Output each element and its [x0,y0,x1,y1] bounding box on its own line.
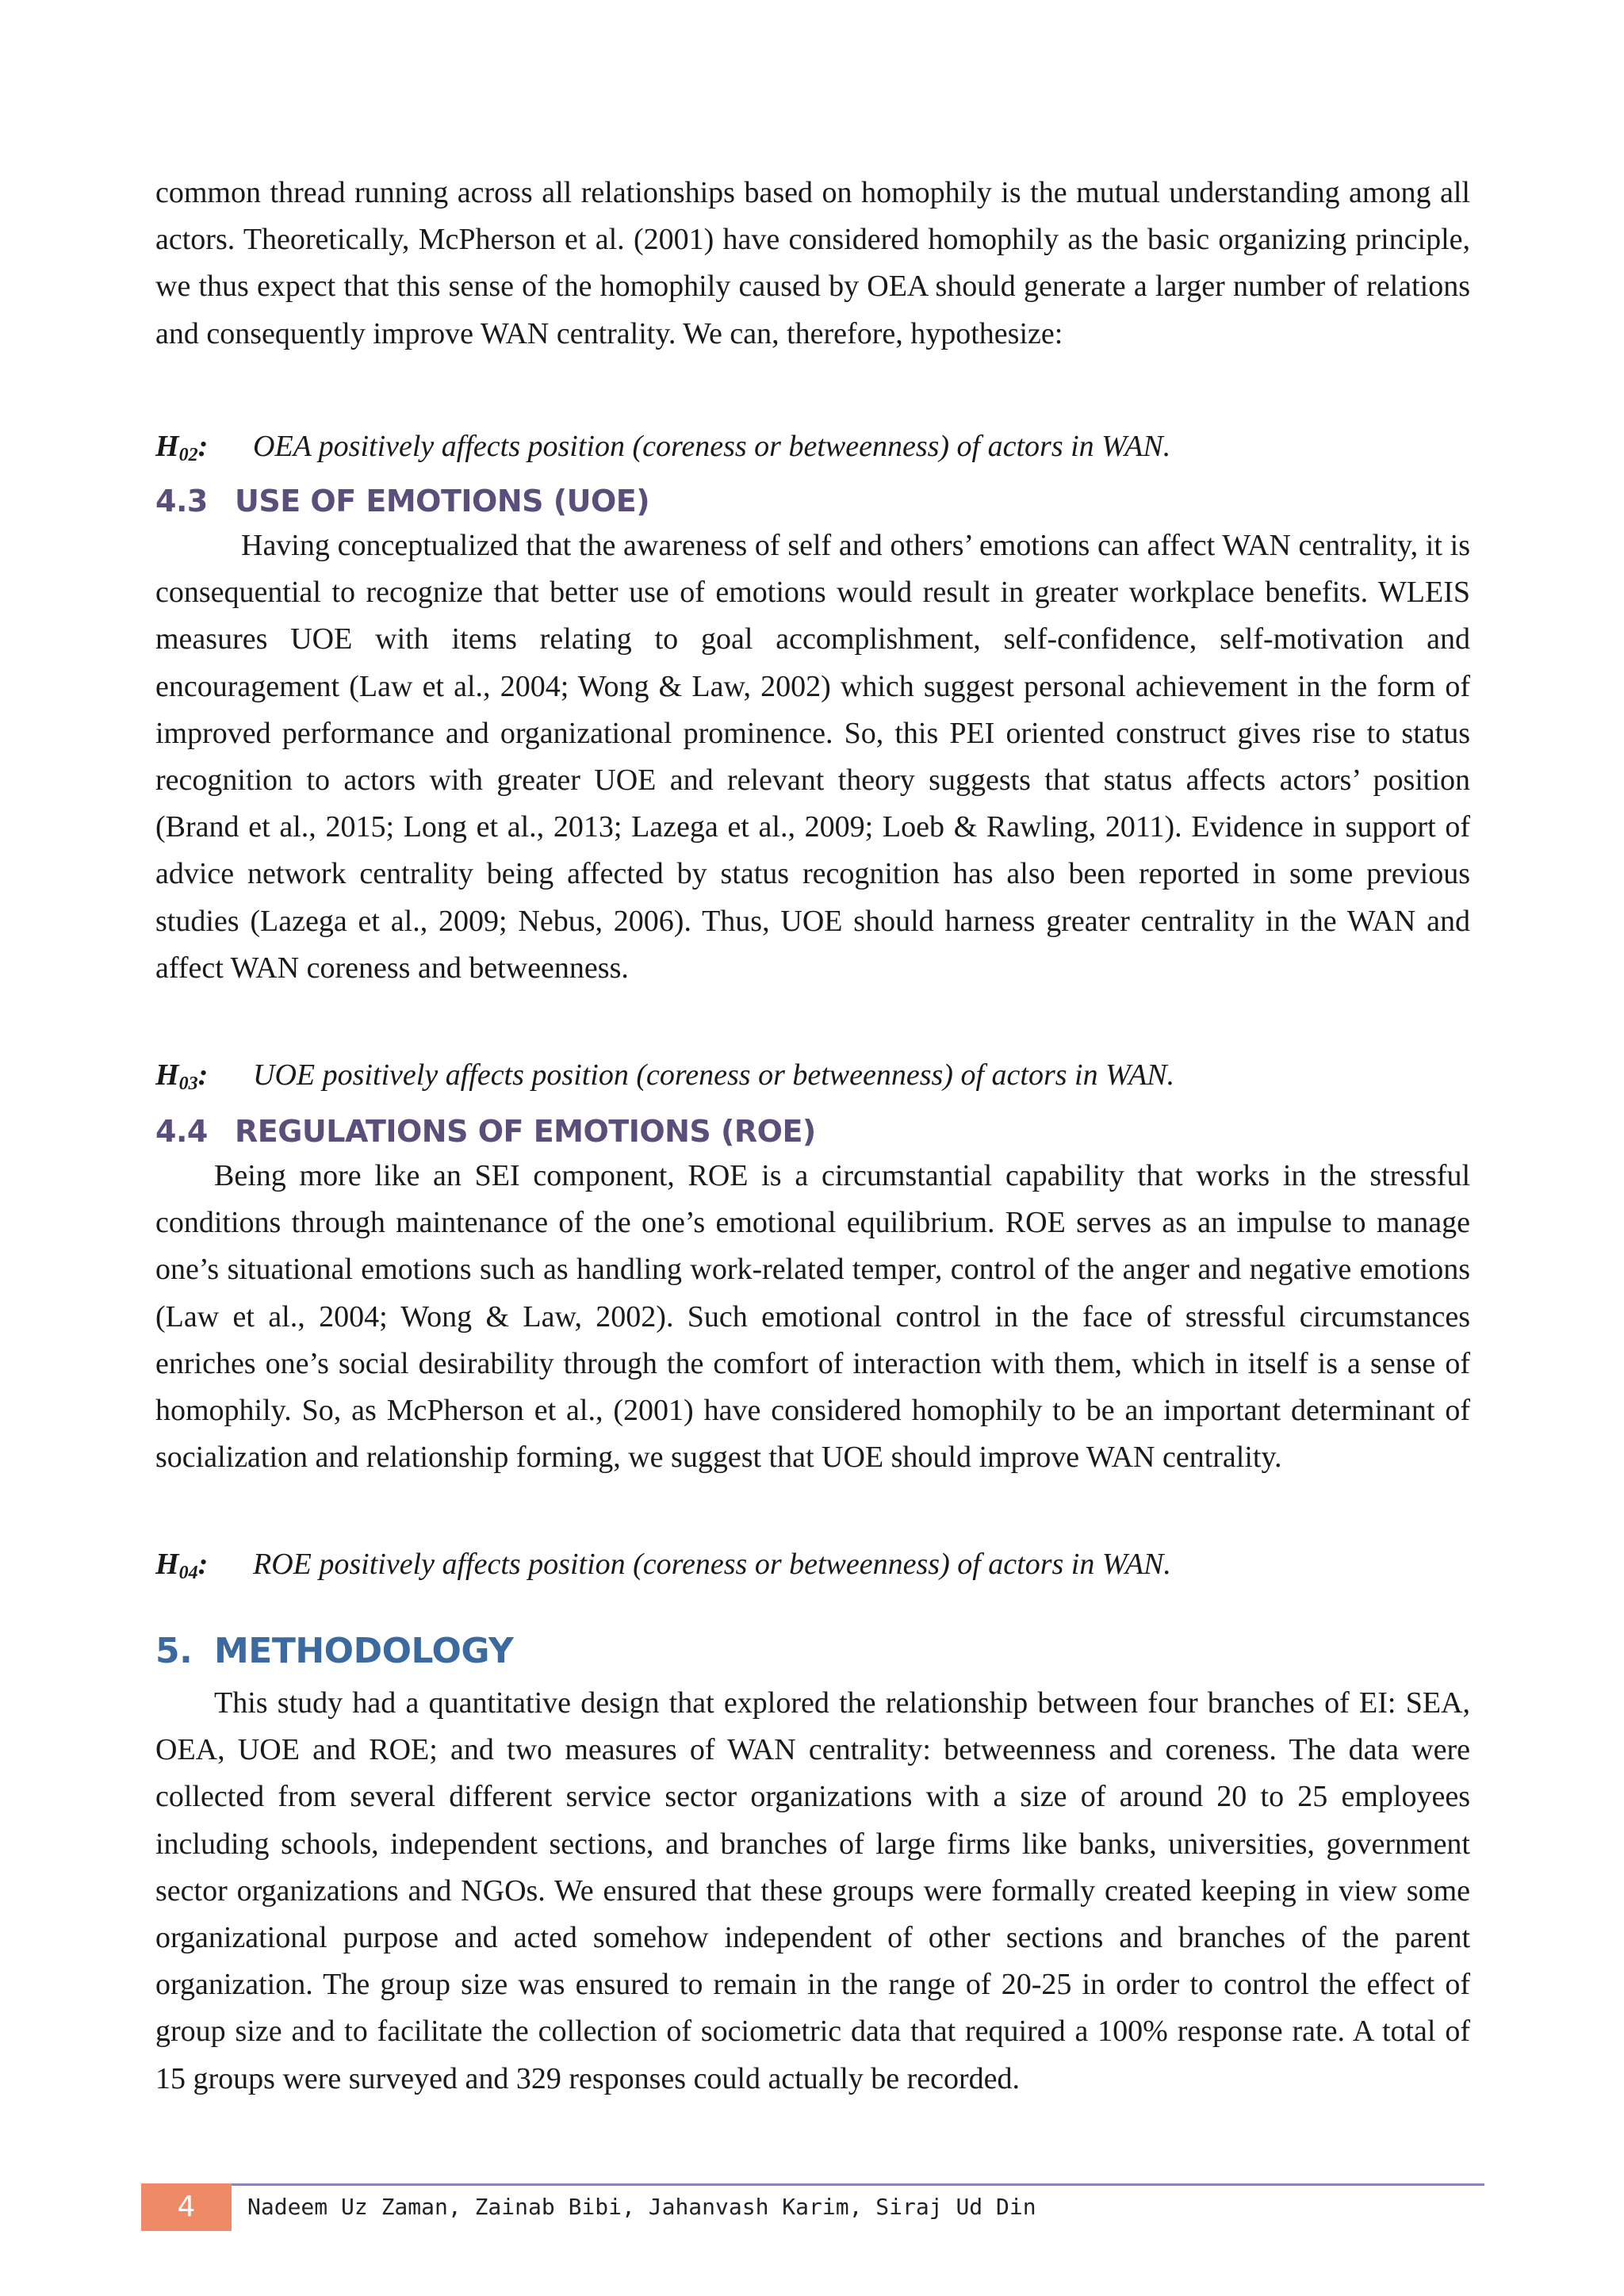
hypothesis-label: $H_{02}$: [155,430,209,465]
hypothesis-text: UOE positively affects position (coreness or betweenness) of actors in WAN. [253,1058,1175,1092]
methodology-paragraph: This study had a quantitative design that explored the relationship between four branches of EI: SEA, OEA, UOE and ROE; and two measures of WAN centrality: betweenness and coreness. The data were collected from several different service sector organizations with a size of around 20 to 25 employees including schools, independent sections, and branches of large firms like banks, universities, government sector organizations and NGOs. We ensured that these groups were formally created keeping in view some organizational purpose and acted somehow independent of other sections and branches of the parent organization. The group size was ensured to remain in the range of 20-25 in order to control the effect of group size and to facilitate the collection of sociometric data that required a 100% response rate. A total of 15 groups were surveyed and 329 responses could actually be recorded. [155,1686,1470,2095]
roe-paragraph: Being more like an SEI component, ROE is a circumstantial capability that works in the stressful conditions through maintenance of the one’s emotional equilibrium. ROE serves as an impulse to manage one’s situational emotions such as handling work-related temper, control of the anger and negative emotions (Law et al., 2004; Wong & Law, 2002). Such emotional control in the face of stressful circumstances enriches one’s social desirability through the comfort of interaction with them, which in itself is a sense of homophily. So, as McPherson et al., (2001) have considered homophily to be an important determinant of socialization and relationship forming, we suggest that UOE should improve WAN centrality. [155,1159,1470,1475]
footer-rule [232,2183,1484,2186]
hypothesis-h04 [155,1541,1470,1588]
hypothesis-h02 [155,423,1470,470]
hypothesis-label: $H_{03}$: [155,1058,209,1094]
section-heading-4-4: 4.4 REGULATIONS OF EMOTIONS (ROE) [155,1114,816,1149]
hypothesis-text: OEA positively affects position (coreness or betweenness) of actors in WAN. [253,430,1171,463]
uoe-paragraph: Having conceptualized that the awareness of self and others’ emotions can affect WAN centrality, it is consequential to recognize that better use of emotions would result in greater workplace benefits. WLEIS measures UOE with items relating to goal accomplishment, self-confidence, self-motivation and encouragement (Law et al., 2004; Wong & Law, 2002) which suggest personal achievement in the form of improved performance and organizational prominence. So, this PEI oriented construct gives rise to status recognition to actors with greater UOE and relevant theory suggests that status affects actors’ position (Brand et al., 2015; Long et al., 2013; Lazega et al., 2009; Loeb & Rawling, 2011). Evidence in support of advice network centrality being affected by status recognition has also been reported in some previous studies (Lazega et al., 2009; Nebus, 2006). Thus, UOE should harness greater centrality in the WAN and affect WAN coreness and betweenness. [155,529,1470,985]
hypothesis-label: $H_{04}$: [155,1548,209,1583]
hypothesis-text: ROE positively affects position (coreness or betweenness) of actors in WAN. [253,1548,1171,1581]
hypothesis-h03 [155,1052,1470,1099]
footer-authors: Nadeem Uz Zaman, Zainab Bibi, Jahanvash Karim, Siraj Ud Din [247,2194,1036,2220]
page-number: 4 [141,2183,232,2231]
section-heading-4-3: 4.3 USE OF EMOTIONS (UOE) [155,484,650,519]
section-heading-5: 5. METHODOLOGY [155,1631,514,1671]
page-content [155,170,1470,2103]
intro-paragraph: common thread running across all relationships based on homophily is the mutual understanding among all actors. Theoretically, McPherson et al. (2001) have considered homophily as the basic organizing principle, we thus expect that this sense of the homophily caused by OEA should generate a larger number of relations and consequently improve WAN centrality. We can, therefore, hypothesize: [155,176,1470,350]
